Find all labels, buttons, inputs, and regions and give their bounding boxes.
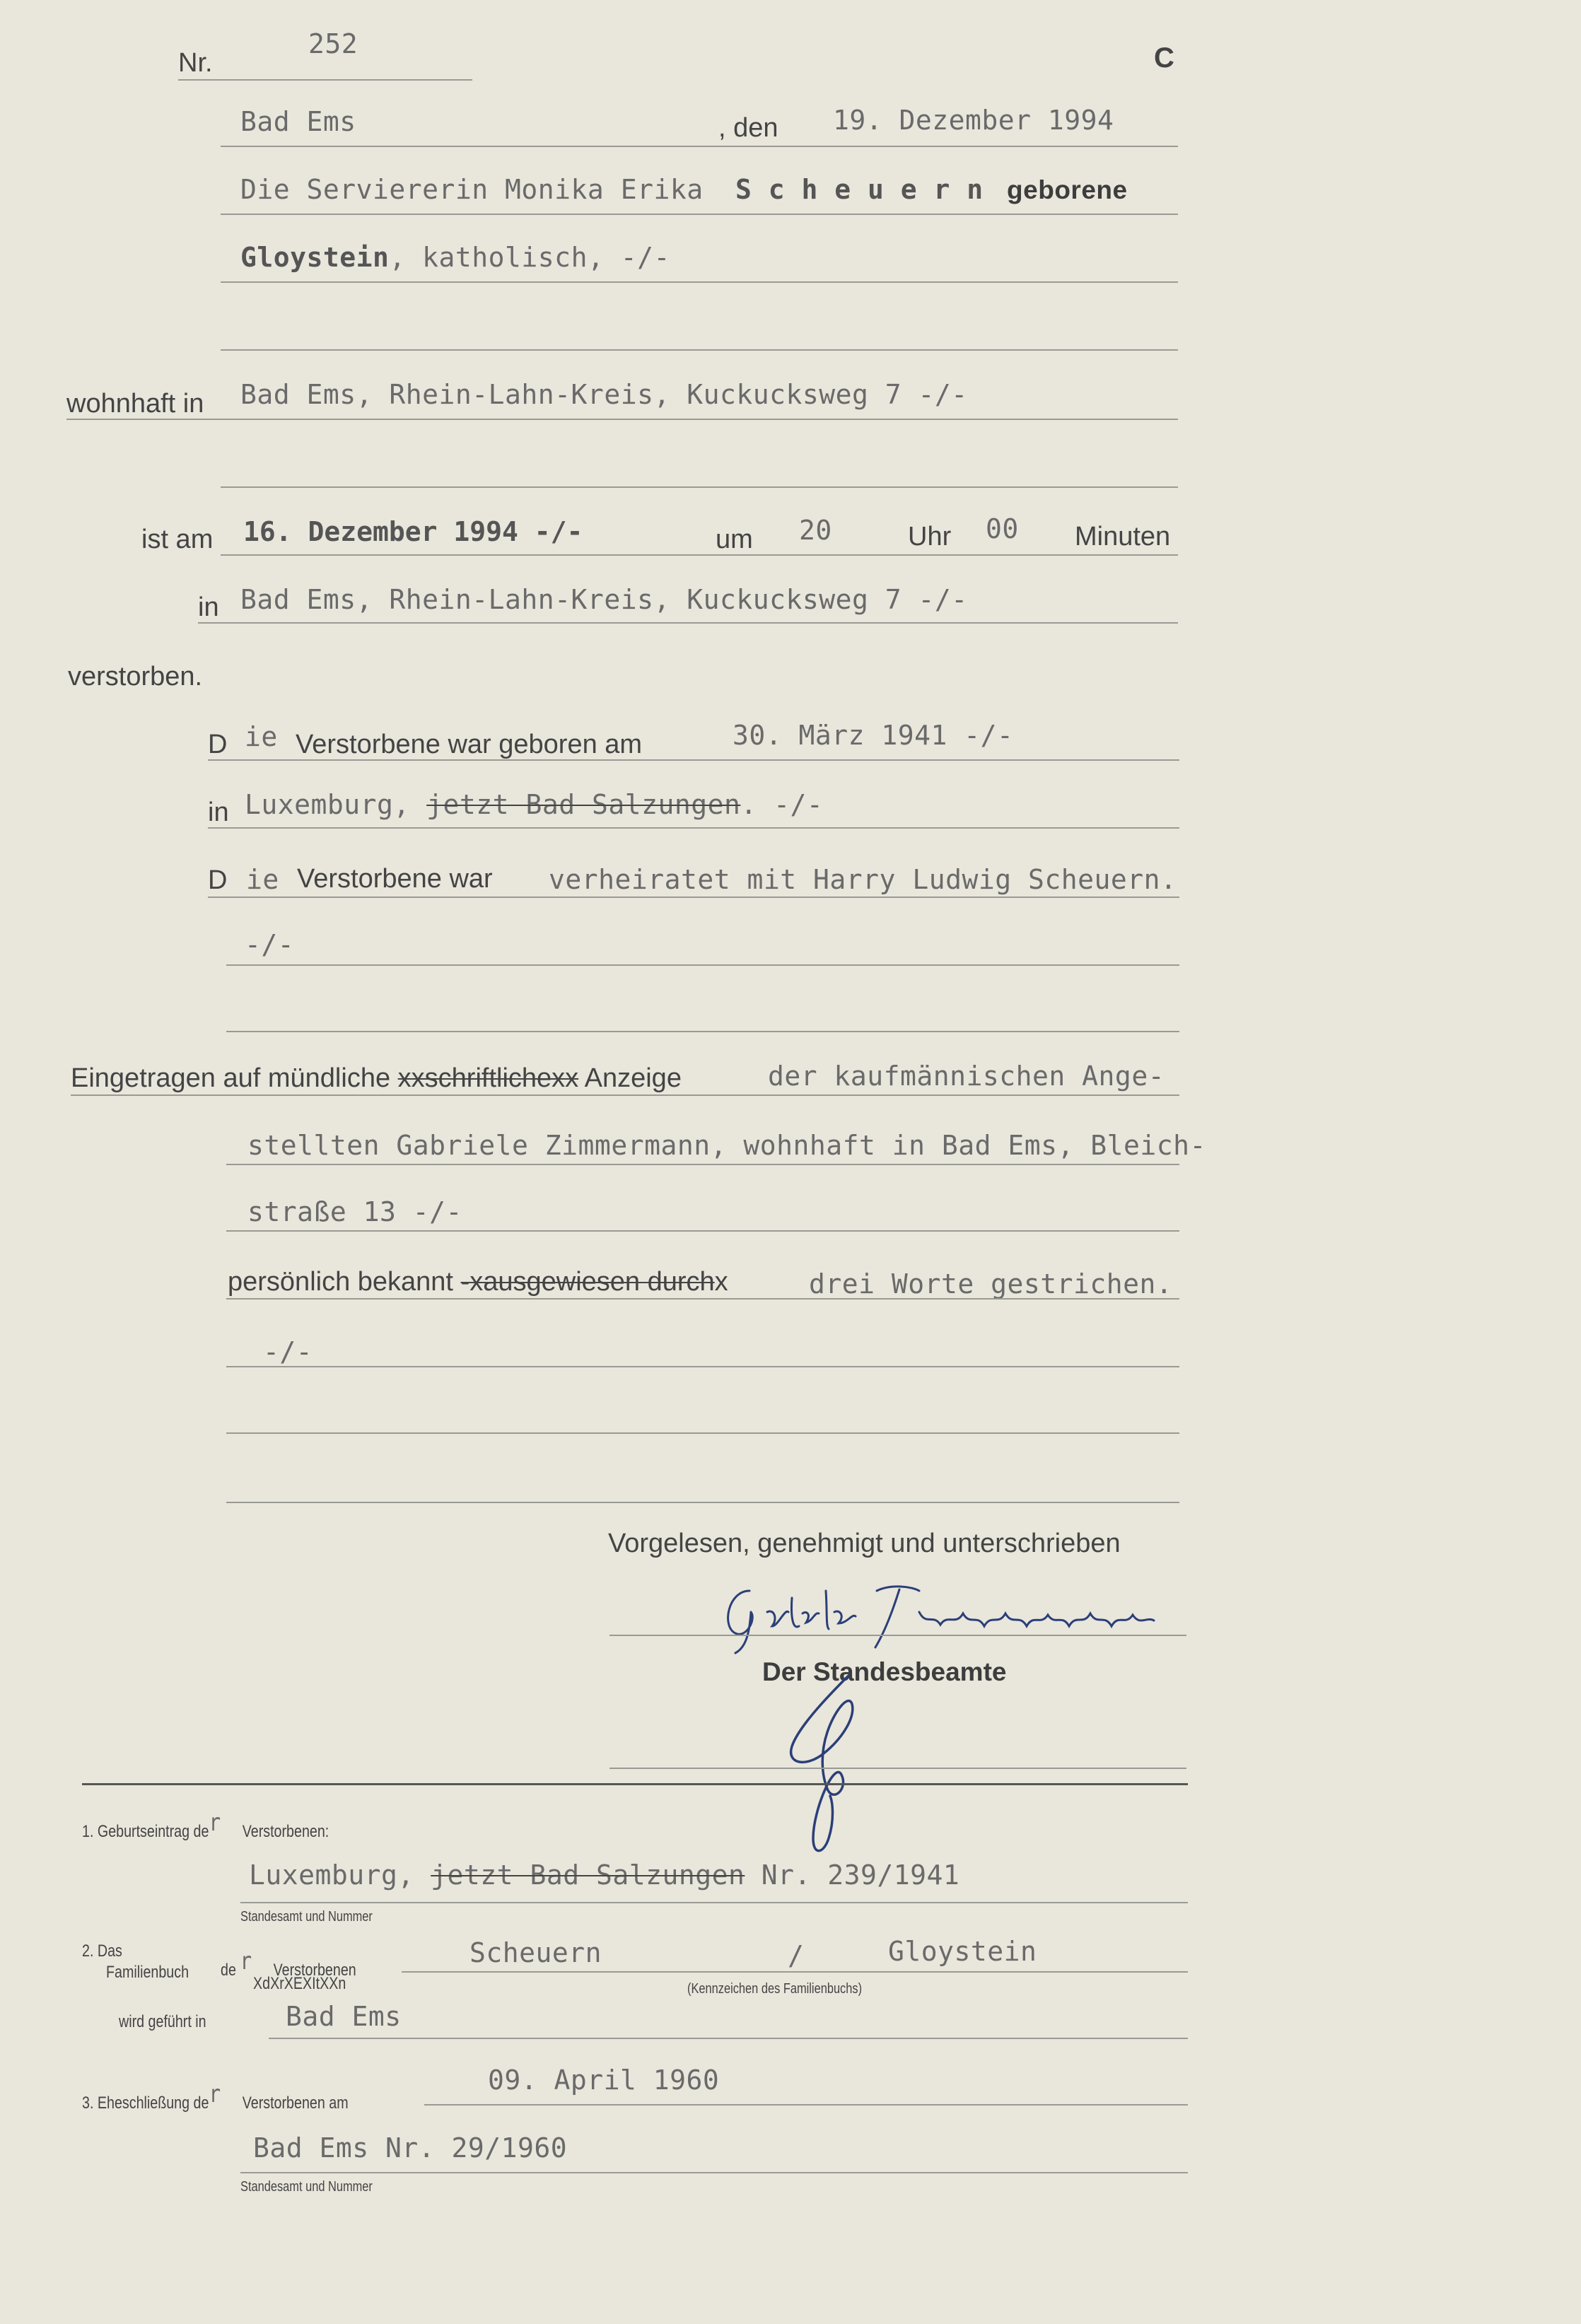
birth-ie: ie xyxy=(245,721,278,752)
person-line-1 xyxy=(240,174,1128,205)
person-line-2 xyxy=(240,242,670,273)
birth-in-label: in xyxy=(208,798,229,827)
birth-place-a: Luxemburg, xyxy=(245,789,410,820)
rule xyxy=(226,1432,1179,1434)
marital-ie: ie xyxy=(246,864,279,895)
footer-divider xyxy=(82,1783,1188,1785)
family-book-surname: Scheuern xyxy=(469,1937,602,1968)
rule xyxy=(226,1298,1179,1300)
death-hour: 20 xyxy=(799,515,832,546)
residence-address: Bad Ems, Rhein-Lahn-Kreis, Kuckucksweg 7 -/- xyxy=(240,379,968,410)
footer-item2-num: 2. Das xyxy=(82,1941,122,1961)
den-label: , den xyxy=(718,113,778,143)
death-date: 16. Dezember 1994 -/- xyxy=(243,516,583,547)
rule xyxy=(609,1635,1186,1636)
birth-register-b: Nr. 239/1941 xyxy=(761,1859,960,1891)
rule xyxy=(208,897,1179,898)
footer-item2-r: r xyxy=(240,1947,252,1975)
registrar-label: Der Standesbeamte xyxy=(762,1657,1007,1686)
registration-label-a: Eingetragen auf mündliche xyxy=(71,1063,391,1093)
nr-label: Nr. xyxy=(178,48,213,78)
rule xyxy=(226,1366,1179,1367)
rule xyxy=(66,419,1178,420)
marital-status: verheiratet mit Harry Ludwig Scheuern. xyxy=(549,864,1177,895)
informant-line-2: stellten Gabriele Zimmermann, wohnhaft in Bad Ems, Bleich- xyxy=(247,1130,1206,1161)
rule xyxy=(221,554,1178,556)
rule xyxy=(208,759,1179,761)
informant-line-3: straße 13 -/- xyxy=(247,1196,462,1227)
rule xyxy=(221,486,1178,488)
geborene-label: geborene xyxy=(1007,175,1128,204)
birth-register-a: Luxemburg, xyxy=(249,1859,414,1891)
death-place: Bad Ems, Rhein-Lahn-Kreis, Kuckucksweg 7 -/- xyxy=(240,584,968,615)
place-of-registration: Bad Ems xyxy=(240,106,356,137)
nr-rule xyxy=(178,79,472,81)
registration-dash: -/- xyxy=(263,1336,313,1367)
rule xyxy=(221,349,1178,351)
register-number: 252 xyxy=(308,28,358,59)
um-label: um xyxy=(716,525,753,554)
birth-label: Verstorbene war geboren am xyxy=(296,730,643,759)
family-book-place: Bad Ems xyxy=(286,2001,402,2032)
registration-date: 19. Dezember 1994 xyxy=(833,105,1114,136)
marriage-date: 09. April 1960 xyxy=(488,2065,720,2096)
birth-place-end: . -/- xyxy=(740,789,824,820)
birth-place xyxy=(245,789,823,820)
known-label xyxy=(228,1267,728,1297)
known-x: x xyxy=(714,1267,728,1297)
deletion-note: drei Worte gestrichen. xyxy=(809,1268,1173,1300)
rule xyxy=(71,1094,1179,1096)
family-book-separator: / xyxy=(788,1940,805,1971)
footer-item1-suffix: Verstorbenen: xyxy=(242,1822,329,1841)
death-minutes: 00 xyxy=(986,513,1019,544)
verstorben-label: verstorben. xyxy=(68,662,203,691)
rule xyxy=(269,2038,1188,2039)
read-approved-label: Vorgelesen, genehmigt und unterschrieben xyxy=(608,1529,1121,1558)
footer-item2-verst: Verstorbenen xyxy=(273,1961,356,1980)
known-struck: -xausgewiesen durch xyxy=(460,1267,715,1297)
footer-item1-text: 1. Geburtseintrag de xyxy=(82,1822,209,1841)
birth-d-prefix: D xyxy=(208,730,228,759)
family-book-maiden: Gloystein xyxy=(888,1936,1037,1967)
known-label-text: persönlich bekannt xyxy=(228,1267,453,1297)
birth-place-struck: jetzt Bad Salzungen xyxy=(426,789,741,820)
footer-item2-gefuehrt: wird geführt in xyxy=(119,2012,206,2031)
minuten-label: Minuten xyxy=(1075,522,1171,551)
marriage-register-entry: Bad Ems Nr. 29/1960 xyxy=(253,2132,568,2164)
rule xyxy=(402,1971,1188,1973)
registrar-signature xyxy=(771,1669,884,1859)
person-prefix: Die Serviererin Monika Erika xyxy=(240,174,704,205)
footer-item3-text: 3. Eheschließung de xyxy=(82,2094,209,2113)
footer-item2-eltern: XdXrXEXItXXn xyxy=(253,1974,346,1993)
rule xyxy=(221,281,1178,283)
footer-item1-r: r xyxy=(209,1809,221,1837)
footer-item3-caption: Standesamt und Nummer xyxy=(240,2179,373,2195)
rule xyxy=(609,1768,1186,1769)
registration-label xyxy=(71,1063,682,1094)
rule xyxy=(240,2172,1188,2173)
uhr-label: Uhr xyxy=(908,522,952,551)
rule xyxy=(226,1031,1179,1032)
rule xyxy=(226,1230,1179,1232)
form-letter: C xyxy=(1154,42,1174,74)
marital-dash: -/- xyxy=(245,929,295,960)
footer-item2-caption: (Kennzeichen des Familienbuchs) xyxy=(687,1981,863,1997)
registration-label-struck: xxschriftlichexx xyxy=(397,1063,579,1093)
surname: S c h e u e r n xyxy=(735,174,984,205)
rule xyxy=(208,827,1179,829)
rule xyxy=(198,622,1178,624)
footer-item3-r: r xyxy=(209,2080,221,2108)
wohnhaft-label: wohnhaft in xyxy=(66,389,204,419)
ist-am-label: ist am xyxy=(141,525,214,554)
rule xyxy=(226,1164,1179,1165)
marital-d-prefix: D xyxy=(208,865,228,895)
footer-item1-label xyxy=(82,1809,329,1842)
marital-label: Verstorbene war xyxy=(297,864,493,894)
rule xyxy=(226,1502,1179,1503)
footer-item3-label xyxy=(82,2080,349,2113)
rule xyxy=(226,964,1179,966)
maiden-name: Gloystein xyxy=(240,242,390,273)
rule xyxy=(424,2104,1188,2106)
footer-item3-suffix: Verstorbenen am xyxy=(242,2094,349,2113)
rule xyxy=(221,214,1178,215)
informant-line-1: der kaufmännischen Ange- xyxy=(768,1061,1165,1092)
rule xyxy=(240,1902,1188,1903)
person-denomination: , katholisch, -/- xyxy=(389,242,670,273)
rule xyxy=(221,146,1178,147)
birth-register-entry xyxy=(249,1859,959,1891)
footer-item1-caption: Standesamt und Nummer xyxy=(240,1909,373,1925)
birth-date: 30. März 1941 -/- xyxy=(733,720,1014,751)
informant-signature xyxy=(707,1570,1160,1654)
footer-item2-fam: Familienbuch xyxy=(106,1963,189,1982)
birth-register-struck: jetzt Bad Salzungen xyxy=(431,1859,745,1891)
footer-item2-de-text: de xyxy=(221,1961,236,1980)
registration-label-b: Anzeige xyxy=(584,1063,682,1093)
death-in-label: in xyxy=(198,592,219,622)
